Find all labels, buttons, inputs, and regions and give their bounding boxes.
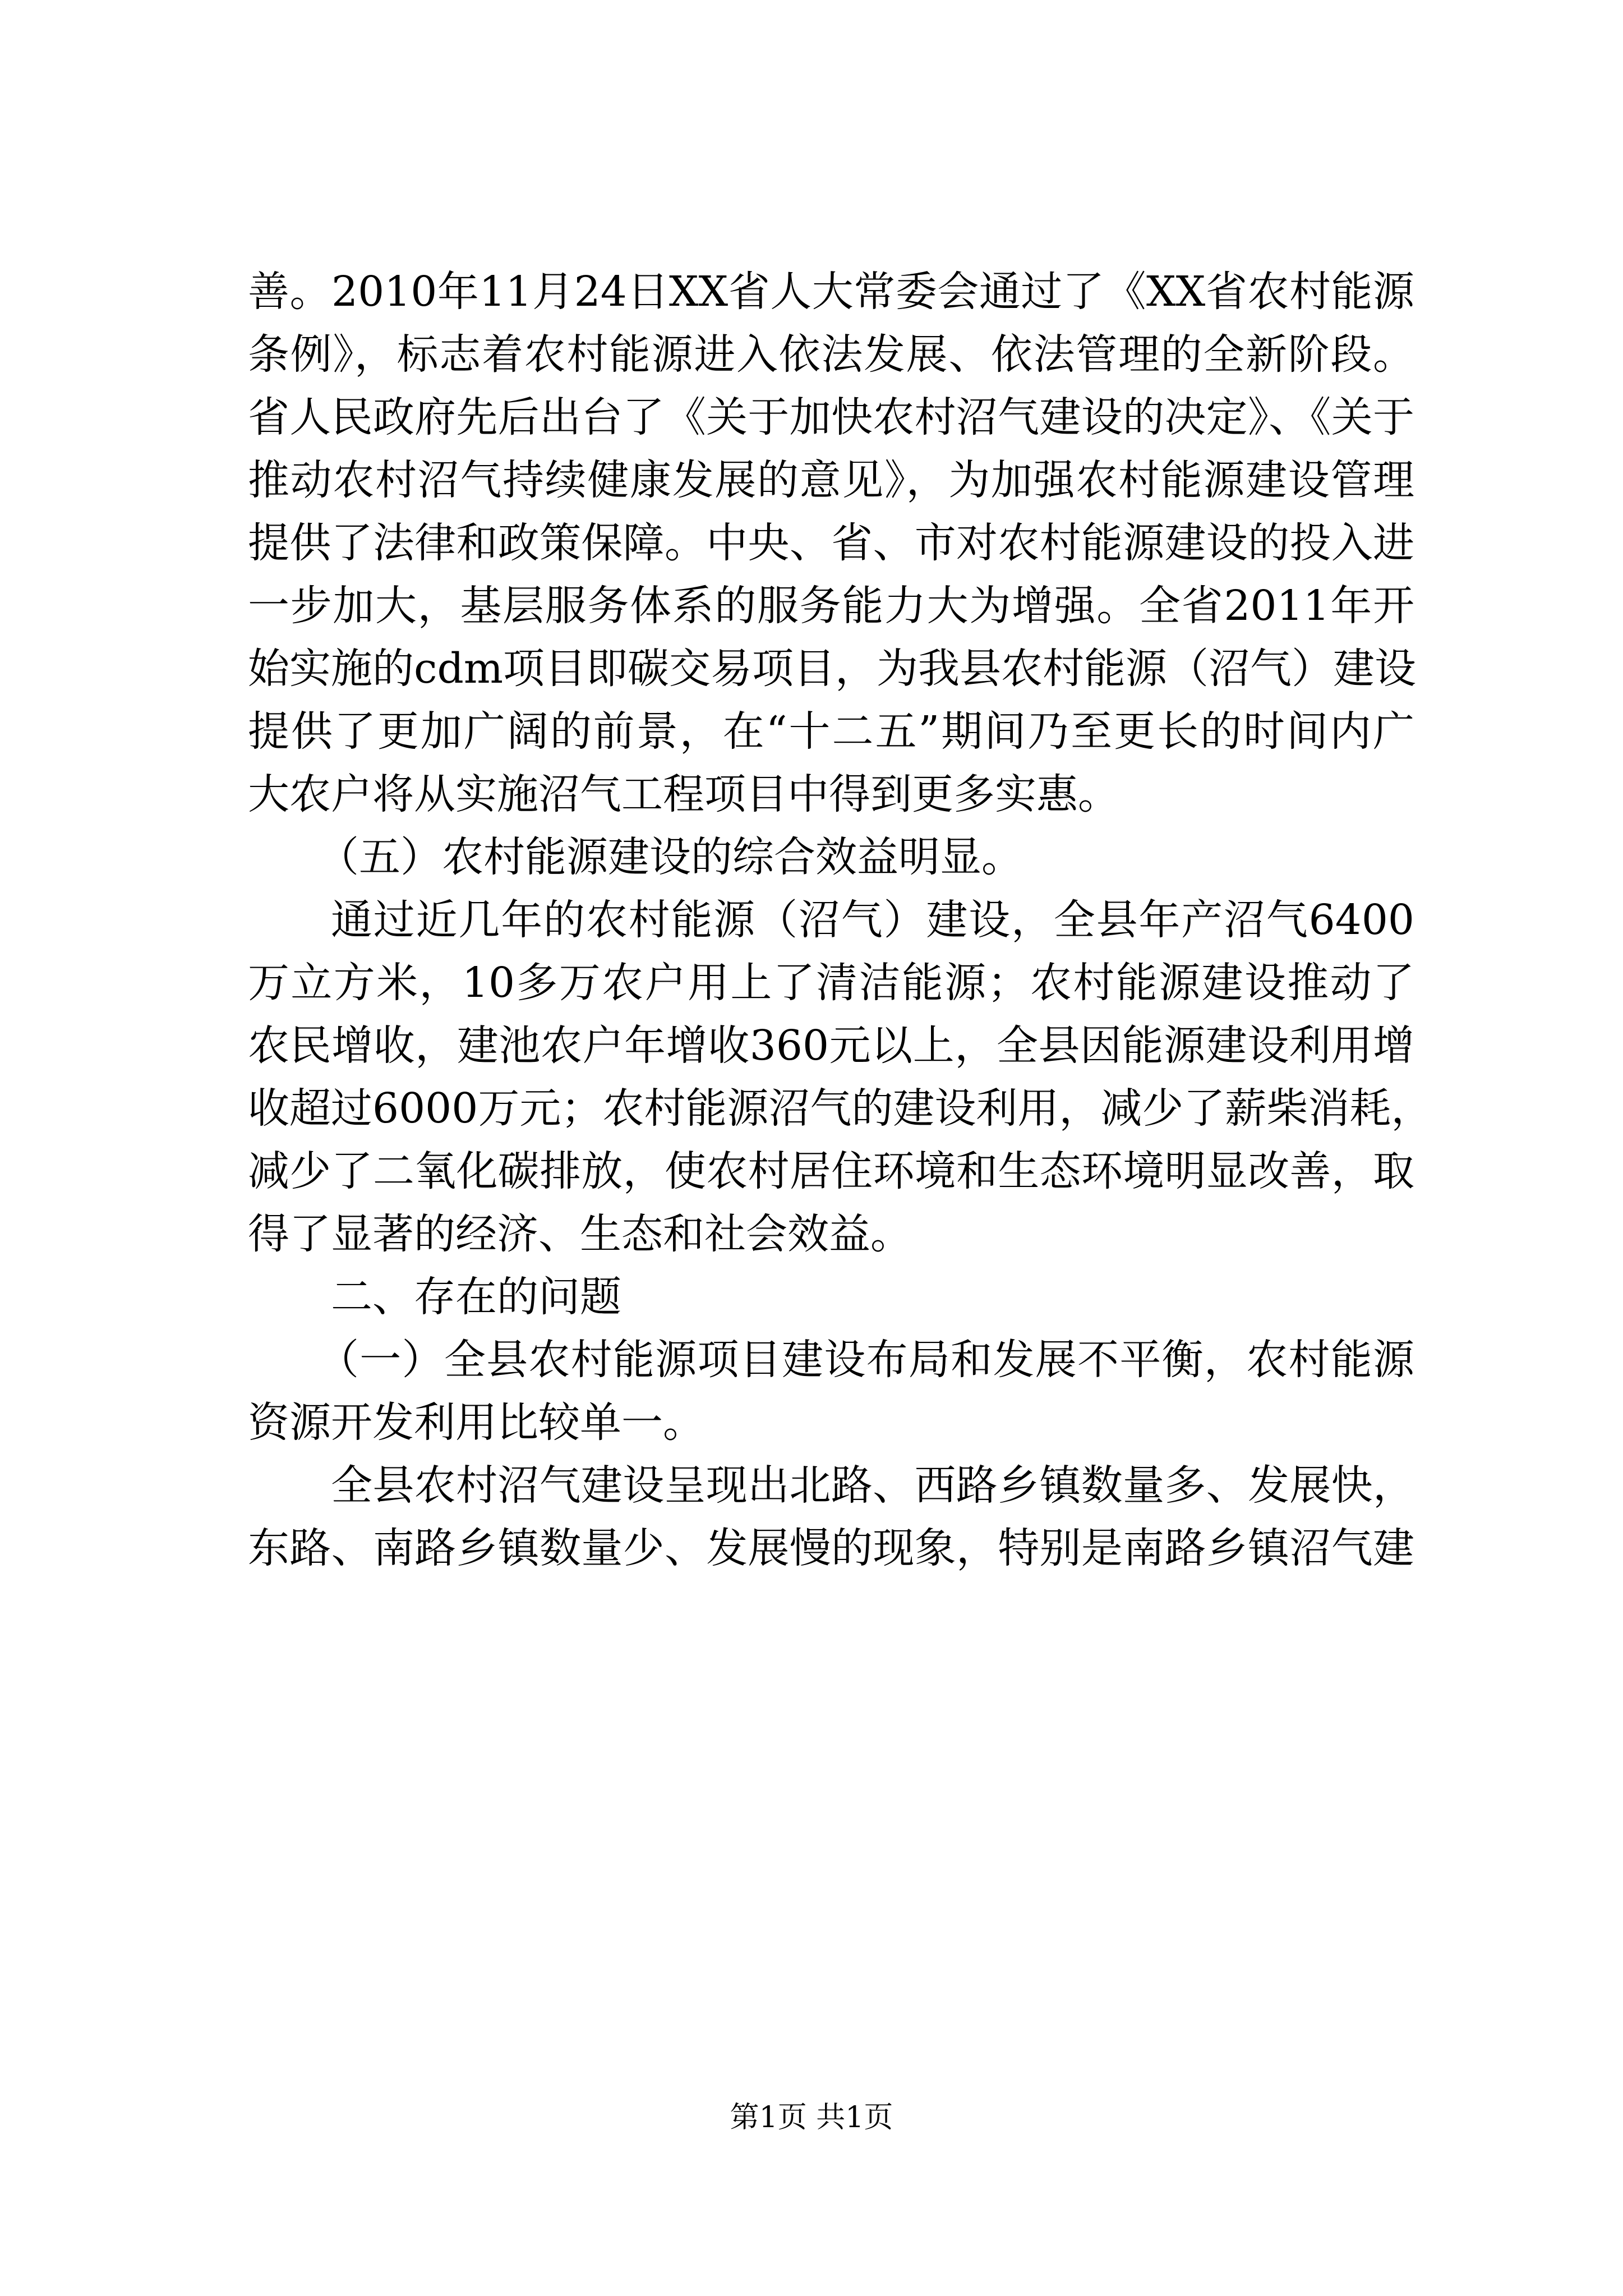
- text-line: 提供了法律和政策保障。中央、省、市对农村能源建设的投入进: [248, 519, 1414, 567]
- text-line: 一步加大，基层服务体系的服务能力大为增强。全省2011年开: [248, 582, 1414, 630]
- text-line: 提供了更加广阔的前景，在“十二五”期间乃至更长的时间内广: [248, 707, 1414, 756]
- text-line: 收超过6000万元；农村能源沼气的建设利用，减少了薪柴消耗，: [248, 1084, 1433, 1133]
- text-line: 大农户将从实施沼气工程项目中得到更多实惠。: [248, 770, 1119, 818]
- text-line: 减少了二氧化碳排放，使农村居住环境和生态环境明显改善，取: [248, 1147, 1414, 1195]
- text-line: 推动农村沼气持续健康发展的意见》，为加强农村能源建设管理: [248, 456, 1414, 504]
- text-line: 条例》，标志着农村能源进入依法发展、依法管理的全新阶段。: [248, 330, 1414, 379]
- text-line: 省人民政府先后出台了《关于加快农村沼气建设的决定》、《关于: [248, 393, 1414, 441]
- text-line: 东路、南路乡镇数量少、发展慢的现象，特别是南路乡镇沼气建: [248, 1524, 1414, 1572]
- section-heading: 二、存在的问题: [331, 1273, 621, 1321]
- subsection-heading: （一）全县农村能源项目建设布局和发展不平衡，农村能源: [317, 1336, 1414, 1384]
- text-line: 农民增收，建池农户年增收360元以上，全县因能源建设利用增: [248, 1022, 1414, 1070]
- text-line: 万立方米，10多万农户用上了清洁能源；农村能源建设推动了: [248, 959, 1414, 1007]
- text-line: 得了显著的经济、生态和社会效益。: [248, 1210, 912, 1258]
- subsection-heading-continued: 资源开发利用比较单一。: [248, 1398, 704, 1447]
- page-footer: 第1页 共1页: [730, 2101, 893, 2134]
- section-heading: （五）农村能源建设的综合效益明显。: [317, 833, 1023, 881]
- text-line: 通过近几年的农村能源（沼气）建设，全县年产沼气6400: [331, 896, 1414, 944]
- text-line: 善。2010年11月24日XX省人大常委会通过了《XX省农村能源: [248, 268, 1414, 316]
- text-line: 始实施的cdm项目即碳交易项目，为我县农村能源（沼气）建设: [248, 645, 1416, 693]
- text-line: 全县农村沼气建设呈现出北路、西路乡镇数量多、发展快，: [331, 1461, 1414, 1510]
